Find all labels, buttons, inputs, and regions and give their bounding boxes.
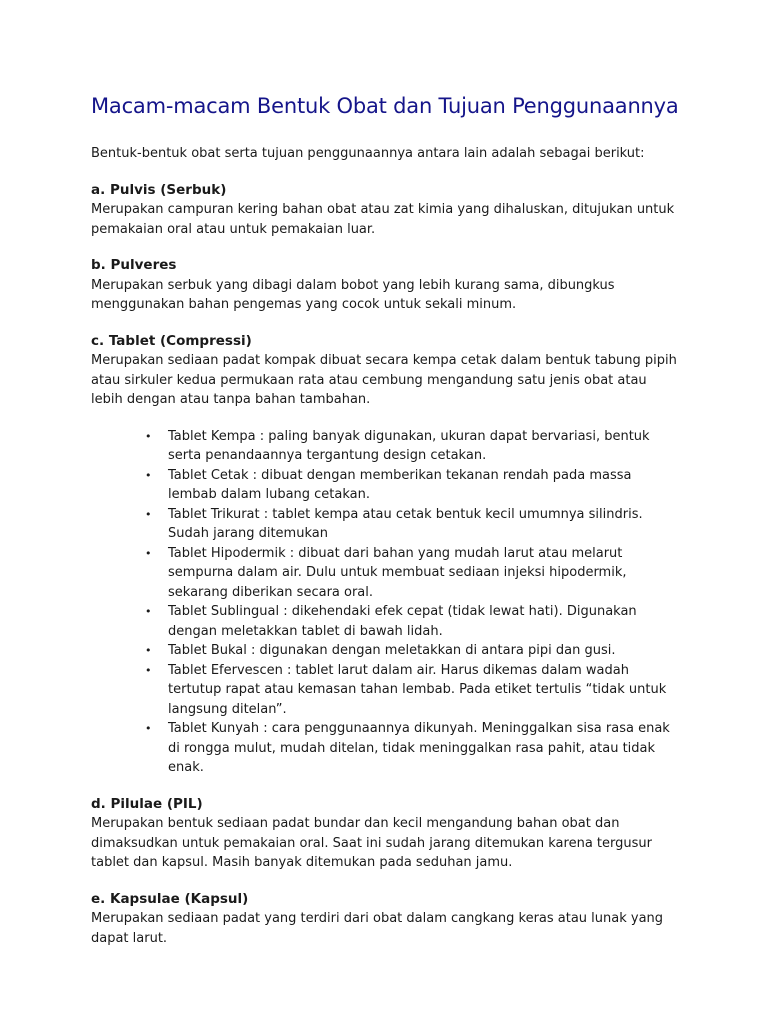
section-kapsulae (91, 890, 681, 949)
bullet-icon: • (145, 605, 152, 618)
list-item-text: Tablet Sublingual : dikehendaki efek cepat (tidak lewat hati). Digunakan dengan meletakkan tablet di bawah lidah. (168, 604, 637, 639)
section-heading: e. Kapsulae (Kapsul) (91, 890, 249, 907)
list-item-text: Tablet Hipodermik : dibuat dari bahan yang mudah larut atau melarut sempurna dalam air. Dulu untuk membuat sediaan injeksi hipodermik, sekarang diberikan secara oral. (168, 545, 627, 600)
list-item (145, 602, 681, 641)
list-item (145, 466, 681, 505)
section-heading: d. Pilulae (PIL) (91, 795, 203, 812)
section-body: Merupakan sediaan padat kompak dibuat secara kempa cetak dalam bentuk tabung pipih atau sirkuler kedua permukaan rata atau cembung mengandung satu jenis obat atau lebih dengan atau tanpa bahan tambahan. (91, 353, 677, 407)
list-item (145, 544, 681, 603)
list-item-text: Tablet Cetak : dibuat dengan memberikan tekanan rendah pada massa lembab dalam lubang cetakan. (168, 467, 632, 502)
bullet-icon: • (145, 722, 152, 735)
bullet-icon: • (145, 663, 152, 677)
list-item-text: Tablet Trikurat : tablet kempa atau cetak bentuk kecil umumnya silindris. Sudah jarang ditemukan (168, 506, 643, 541)
section-heading: b. Pulveres (91, 257, 177, 273)
page-title: Macam-macam Bentuk Obat dan Tujuan Penggunaannya (91, 94, 679, 118)
section-body: Merupakan bentuk sediaan padat bundar dan kecil mengandung bahan obat dan dimaksudkan untuk pemakaian oral. Saat ini sudah jarang ditemukan karena tergusur tablet dan kapsul. Masih banyak ditemukan pada seduhan jamu. (91, 816, 652, 870)
bullet-icon: • (145, 546, 152, 560)
bullet-icon: • (145, 644, 152, 657)
section-tablet (91, 332, 681, 778)
section-body: Merupakan sediaan padat yang terdiri dari obat dalam cangkang keras atau lunak yang dapat larut. (91, 911, 664, 946)
list-item (145, 505, 681, 544)
section-heading: a. Pulvis (Serbuk) (91, 181, 227, 198)
document-page (91, 92, 681, 948)
section-heading: c. Tablet (Compressi) (91, 332, 252, 349)
list-item (145, 719, 681, 778)
section-body: Merupakan serbuk yang dibagi dalam bobot yang lebih kurang sama, dibungkus menggunakan bahan pengemas yang cocok untuk sekali minum. (91, 277, 615, 312)
list-item-text: Tablet Efervescen : tablet larut dalam air. Harus dikemas dalam wadah tertutup rapat atau kemasan tahan lembab. Pada etiket tertulis “tidak untuk langsung ditelan”. (168, 662, 667, 717)
bullet-icon: • (145, 468, 152, 482)
list-item (145, 641, 681, 661)
section-pulvis (91, 181, 681, 240)
section-pilulae (91, 795, 681, 873)
list-item-text: Tablet Kunyah : cara penggunaannya dikunyah. Meninggalkan sisa rasa enak di rongga mulut, mudah ditelan, tidak meninggalkan rasa pahit, atau tidak enak. (168, 721, 670, 775)
list-item-text: Tablet Kempa : paling banyak digunakan, ukuran dapat bervariasi, bentuk serta penandaannya tergantung design cetakan. (168, 428, 650, 463)
bullet-icon: • (145, 507, 152, 521)
list-item (145, 427, 681, 466)
section-body: Merupakan campuran kering bahan obat atau zat kimia yang dihaluskan, ditujukan untuk pemakaian oral atau untuk pemakaian luar. (91, 202, 675, 237)
bullet-icon: • (145, 429, 152, 443)
section-pulveres (91, 256, 681, 315)
tablet-types-list (91, 427, 681, 778)
intro-paragraph: Bentuk-bentuk obat serta tujuan penggunaannya antara lain adalah sebagai berikut: (91, 146, 645, 161)
list-item (145, 661, 681, 720)
list-item-text: Tablet Bukal : digunakan dengan meletakkan di antara pipi dan gusi. (168, 643, 616, 658)
